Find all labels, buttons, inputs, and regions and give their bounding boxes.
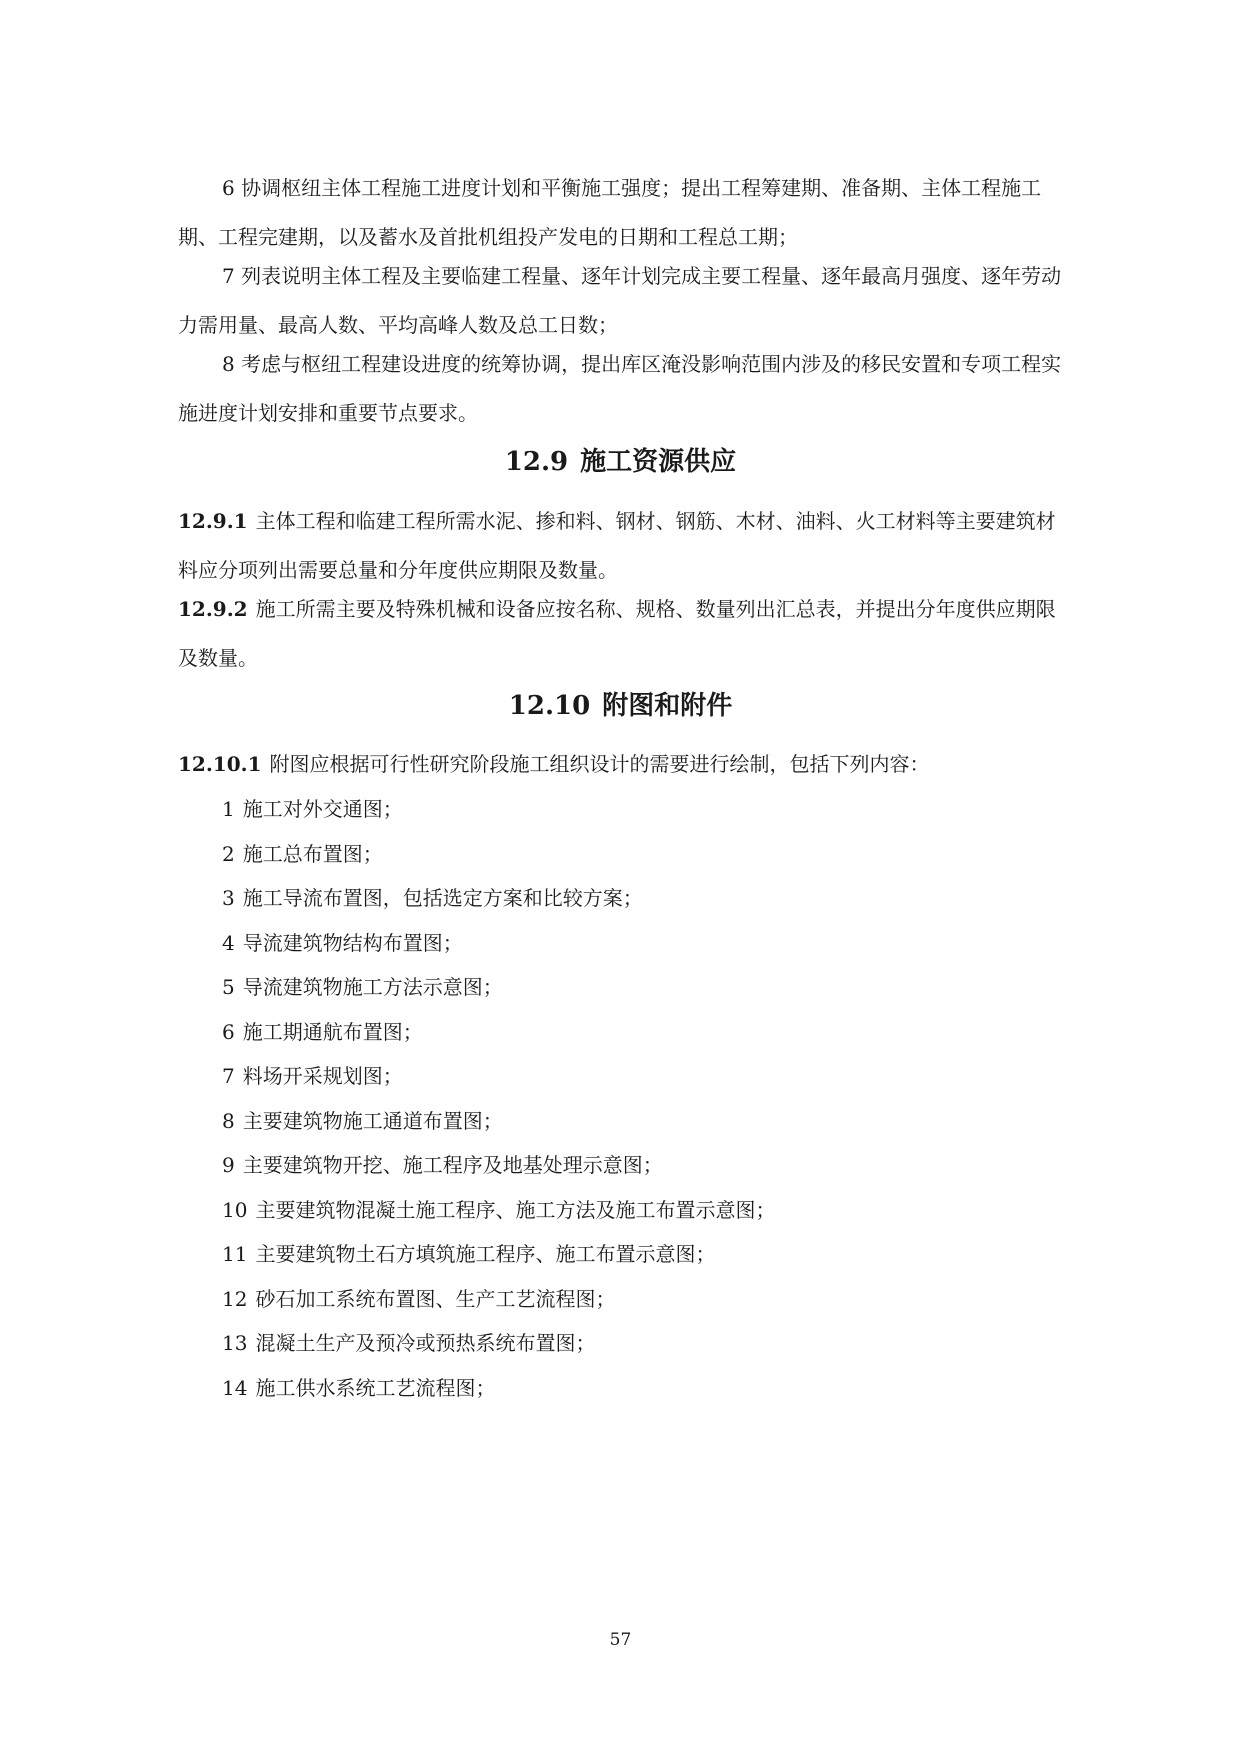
item-text: 施工总布置图；: [242, 842, 383, 866]
item-text: 混凝土生产及预冷或预热系统布置图；: [255, 1331, 596, 1355]
item-text: 主要建筑物施工通道布置图；: [242, 1109, 503, 1133]
clause: [178, 497, 1066, 595]
item-number: 4: [222, 931, 235, 955]
list-item: [222, 1106, 503, 1136]
item-number: 10: [222, 1198, 248, 1222]
section-title: 附图和附件: [602, 691, 733, 721]
item-number: 14: [222, 1376, 248, 1400]
item-number: 8: [222, 352, 235, 376]
list-item: [222, 1239, 715, 1269]
item-number: 6: [222, 1020, 235, 1044]
item-number: 9: [222, 1153, 235, 1177]
item-number: 7: [222, 264, 235, 288]
item-text: 砂石加工系统布置图、生产工艺流程图；: [255, 1287, 616, 1311]
section-heading: [0, 442, 1241, 482]
clause-number: 12.9.1: [178, 509, 248, 533]
list-item: [222, 839, 383, 869]
item-number: 2: [222, 842, 235, 866]
item-number: 5: [222, 975, 235, 999]
item-text: 施工供水系统工艺流程图；: [255, 1376, 496, 1400]
item-number: 3: [222, 886, 235, 910]
list-item: [222, 1061, 403, 1091]
section-number: 12.9: [504, 447, 569, 477]
clause-text: 施工所需主要及特殊机械和设备应按名称、规格、数量列出汇总表，并提出分年度供应期限及数量。: [178, 597, 1056, 670]
item-number: 8: [222, 1109, 235, 1133]
item-text: 主要建筑物开挖、施工程序及地基处理示意图；: [242, 1153, 663, 1177]
list-item: [222, 972, 503, 1002]
section-heading: [0, 686, 1241, 726]
clause: [178, 585, 1066, 683]
list-item: [222, 1373, 495, 1403]
clause-number: 12.10.1: [178, 752, 262, 776]
section-title: 施工资源供应: [580, 447, 737, 477]
list-item: [178, 252, 1066, 350]
clause-text: 主体工程和临建工程所需水泥、掺和料、钢材、钢筋、木材、油料、火工材料等主要建筑材料应分项列出需要总量和分年度供应期限及数量。: [178, 509, 1056, 582]
list-item: [222, 794, 403, 824]
list-item: [222, 883, 643, 913]
item-number: 12: [222, 1287, 248, 1311]
list-item: [222, 1150, 663, 1180]
item-text: 协调枢纽主体工程施工进度计划和平衡施工强度；提出工程筹建期、准备期、主体工程施工期、工程完建期，以及蓄水及首批机组投产发电的日期和工程总工期；: [178, 176, 1042, 249]
item-text: 导流建筑物结构布置图；: [242, 931, 463, 955]
item-text: 考虑与枢纽工程建设进度的统筹协调，提出库区淹没影响范围内涉及的移民安置和专项工程实施进度计划安排和重要节点要求。: [178, 352, 1062, 425]
list-item: [222, 1284, 615, 1314]
item-text: 料场开采规划图；: [242, 1064, 403, 1088]
item-number: 11: [222, 1242, 248, 1266]
item-text: 施工对外交通图；: [242, 797, 403, 821]
item-text: 导流建筑物施工方法示意图；: [242, 975, 503, 999]
clause-text: 附图应根据可行性研究阶段施工组织设计的需要进行绘制，包括下列内容：: [269, 752, 930, 776]
clause-number: 12.9.2: [178, 597, 248, 621]
section-number: 12.10: [508, 691, 591, 721]
item-number: 13: [222, 1331, 248, 1355]
item-number: 1: [222, 797, 235, 821]
item-text: 列表说明主体工程及主要临建工程量、逐年计划完成主要工程量、逐年最高月强度、逐年劳动力需用量、最高人数、平均高峰人数及总工日数；: [178, 264, 1062, 337]
list-item: [222, 1328, 595, 1358]
item-text: 施工导流布置图，包括选定方案和比较方案；: [242, 886, 643, 910]
list-item: [222, 1017, 423, 1047]
list-item: [178, 340, 1066, 438]
clause: [178, 740, 1066, 789]
item-text: 施工期通航布置图；: [242, 1020, 423, 1044]
item-text: 主要建筑物土石方填筑施工程序、施工布置示意图；: [255, 1242, 716, 1266]
list-item: [222, 928, 463, 958]
page-number: 57: [609, 1630, 632, 1650]
item-number: 7: [222, 1064, 235, 1088]
list-item: [178, 164, 1066, 262]
list-item: [222, 1195, 775, 1225]
item-text: 主要建筑物混凝土施工程序、施工方法及施工布置示意图；: [255, 1198, 776, 1222]
item-number: 6: [222, 176, 235, 200]
